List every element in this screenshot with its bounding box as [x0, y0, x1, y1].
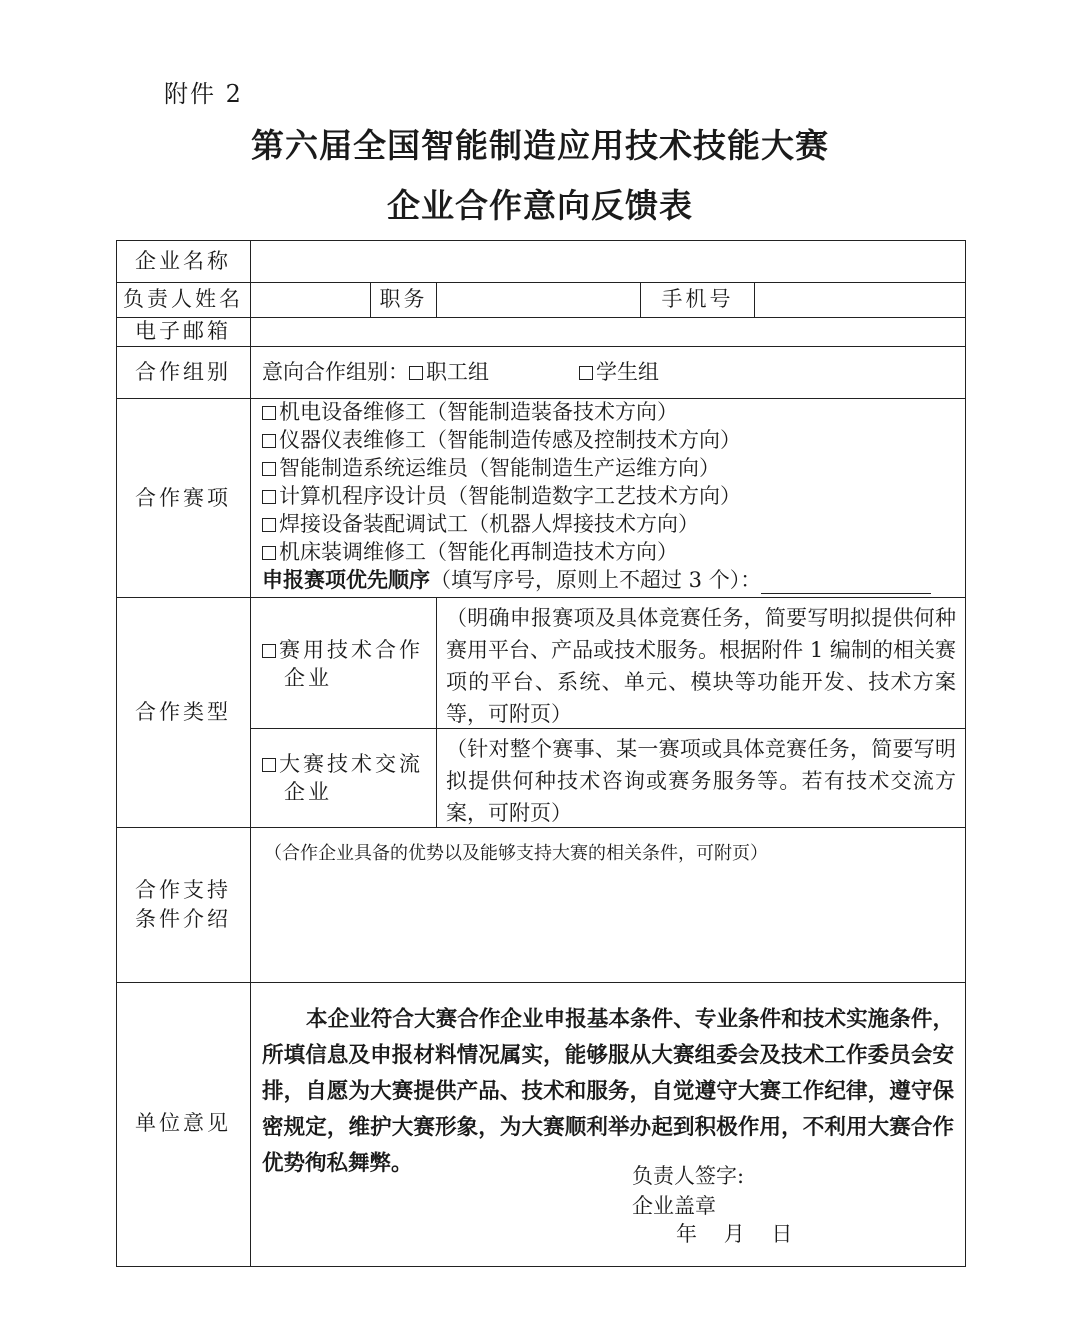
position-field[interactable]: [438, 284, 639, 315]
support-field[interactable]: [252, 870, 964, 980]
seal-label: 企业盖章: [632, 1194, 716, 1218]
date-label: 年 月 日: [676, 1222, 793, 1246]
event-item: 机床装调维修工（智能化再制造技术方向）: [262, 538, 962, 566]
email-field[interactable]: [252, 319, 964, 345]
checkbox-tech-exchange[interactable]: [262, 758, 276, 772]
event-item: 计算机程序设计员（智能制造数字工艺技术方向）: [262, 482, 962, 510]
checkbox-student-group[interactable]: [579, 366, 593, 380]
table-border-bottom: [116, 1266, 966, 1267]
priority-note: （填写序号，原则上不超过 3 个）：: [430, 568, 762, 592]
mobile-label: 手机号: [661, 287, 734, 311]
event-item: 仪器仪表维修工（智能制造传感及控制技术方向）: [262, 426, 962, 454]
label-column-divider: [250, 240, 251, 1267]
event-item: 机电设备维修工（智能制造装备技术方向）: [262, 398, 962, 426]
event-checkbox[interactable]: [262, 406, 276, 420]
priority-input-line[interactable]: [761, 571, 931, 594]
support-note: （合作企业具备的优势以及能够支持大赛的相关条件，可附页）: [264, 843, 768, 864]
cell-divider: [436, 282, 437, 317]
contact-name-label: 负责人姓名: [123, 287, 243, 311]
email-label: 电子邮箱: [135, 319, 231, 343]
signature-label: 负责人签字:: [632, 1164, 745, 1188]
events-label: 合作赛项: [135, 486, 231, 510]
annex-label: 附件 2: [164, 80, 243, 108]
group-option-student: 学生组: [596, 360, 659, 384]
contact-name-field[interactable]: [252, 284, 369, 315]
mobile-field[interactable]: [756, 284, 964, 315]
table-border-right: [965, 240, 966, 1267]
type-desc-tech-cooperation: （明确申报赛项及具体竞赛任务，简要写明拟提供何种赛用平台、产品或技术服务。根据附件 1 编制的相关赛项的平台、系统、单元、模块等功能开发、技术方案等，可附页）: [446, 606, 956, 726]
form-title: 第六届全国智能制造应用技术技能大赛: [251, 126, 829, 165]
event-checkbox[interactable]: [262, 434, 276, 448]
support-label-line2: 条件介绍: [135, 907, 231, 931]
event-checkbox[interactable]: [262, 462, 276, 476]
event-checkbox[interactable]: [262, 518, 276, 532]
company-name-label: 企业名称: [135, 249, 231, 273]
priority-label: 申报赛项优先顺序: [262, 567, 430, 592]
group-option-staff: 职工组: [426, 360, 489, 384]
row-divider: [116, 282, 966, 283]
company-name-field[interactable]: [252, 242, 964, 280]
position-label: 职务: [379, 287, 428, 311]
form-subtitle: 企业合作意向反馈表: [387, 186, 693, 225]
table-border-top: [116, 240, 966, 241]
event-checkbox[interactable]: [262, 490, 276, 504]
checkbox-staff-group[interactable]: [409, 366, 423, 380]
cell-divider: [754, 282, 755, 317]
group-label: 合作组别: [135, 360, 231, 384]
opinion-label: 单位意见: [135, 1111, 231, 1135]
row-divider: [116, 346, 966, 347]
support-label-line1: 合作支持: [135, 878, 231, 902]
event-checkbox[interactable]: [262, 546, 276, 560]
group-prefix: 意向合作组别：: [262, 360, 409, 384]
priority-line: [262, 566, 962, 594]
type-option-tech-cooperation: 赛用技术合作 企业: [262, 636, 432, 692]
feedback-form-table: [116, 240, 966, 1267]
opinion-statement: 本企业符合大赛合作企业申报基本条件、专业条件和技术实施条件，所填信息及申报材料情况属实，能够服从大赛组委会及技术工作委员会安排，自愿为大赛提供产品、技术和服务，自觉遵守大赛工作纪律，遵守保密规定，维护大赛形象，为大赛顺利举办起到积极作用，不利用大赛合作优势徇私舞弊。: [262, 1007, 954, 1176]
event-item: 焊接设备装配调试工（机器人焊接技术方向）: [262, 510, 962, 538]
row-divider: [116, 982, 966, 983]
events-list: [262, 398, 962, 594]
checkbox-tech-cooperation[interactable]: [262, 644, 276, 658]
type-label: 合作类型: [135, 700, 231, 724]
cell-divider: [436, 597, 437, 827]
event-item: 智能制造系统运维员（智能制造生产运维方向）: [262, 454, 962, 482]
row-divider: [116, 597, 966, 598]
type-option-tech-exchange: 大赛技术交流 企业: [262, 750, 432, 806]
group-selection: [262, 358, 962, 386]
type-desc-tech-exchange: （针对整个赛事、某一赛项或具体竞赛任务，简要写明拟提供何种技术咨询或赛务服务等。若有技术交流方案，可附页）: [446, 737, 956, 825]
